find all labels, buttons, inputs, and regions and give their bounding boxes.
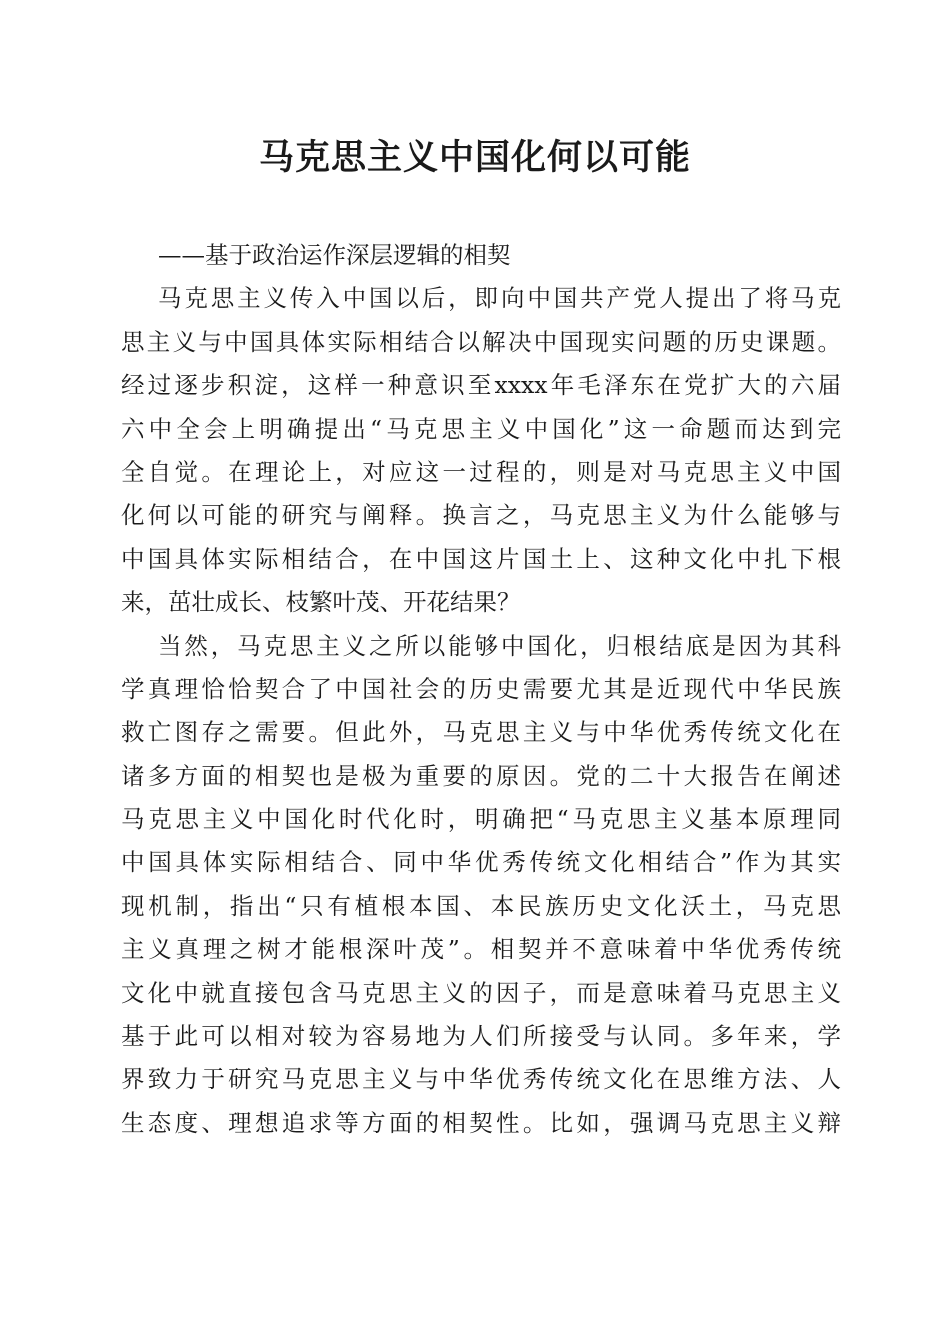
paragraph xyxy=(121,277,841,624)
text-line: 六中全会上明确提出“马克思主义中国化”这一命题而达到完 xyxy=(121,414,841,443)
text-line: 现机制，指出“只有植根本国、本民族历史文化沃土，马克思 xyxy=(121,891,841,920)
text-line: 中国具体实际相结合，在中国这片国土上、这种文化中扎下根 xyxy=(121,544,841,573)
text-line: 当然，马克思主义之所以能够中国化，归根结底是因为其科 xyxy=(158,631,841,660)
text-line: 经过逐步积淀，这样一种意识至xxxx年毛泽东在党扩大的六届 xyxy=(121,371,841,400)
text-line: 中国具体实际相结合、同中华优秀传统文化相结合”作为其实 xyxy=(121,848,841,877)
text-line: 马克思主义传入中国以后，即向中国共产党人提出了将马克 xyxy=(158,284,841,313)
text-line: 马克思主义中国化时代化时，明确把“马克思主义基本原理同 xyxy=(121,805,841,834)
text-line: 全自觉。在理论上，对应这一过程的，则是对马克思主义中国 xyxy=(121,457,841,486)
text-line: 生态度、理想追求等方面的相契性。比如，强调马克思主义辩 xyxy=(121,1108,841,1137)
text-line: 学真理恰恰契合了中国社会的历史需要尤其是近现代中华民族 xyxy=(121,674,841,703)
text-line: 诸多方面的相契也是极为重要的原因。党的二十大报告在阐述 xyxy=(121,761,841,790)
text-line: 来，茁壮成长、枝繁叶茂、开花结果？ xyxy=(121,588,521,617)
document-subtitle: ——基于政治运作深层逻辑的相契 xyxy=(158,241,511,269)
text-line: 思主义与中国具体实际相结合以解决中国现实问题的历史课题。 xyxy=(121,327,841,356)
text-line: 基于此可以相对较为容易地为人们所接受与认同。多年来，学 xyxy=(121,1022,841,1051)
document-title: 马克思主义中国化何以可能 xyxy=(258,137,691,178)
text-line: 救亡图存之需要。但此外，马克思主义与中华优秀传统文化在 xyxy=(121,718,841,747)
text-line: 文化中就直接包含马克思主义的因子，而是意味着马克思主义 xyxy=(121,978,841,1007)
text-line: 界致力于研究马克思主义与中华优秀传统文化在思维方法、人 xyxy=(121,1065,841,1094)
paragraph xyxy=(121,625,841,1146)
document-body xyxy=(121,234,841,1145)
text-line: 化何以可能的研究与阐释。换言之，马克思主义为什么能够与 xyxy=(121,501,841,530)
text-line: 主义真理之树才能根深叶茂”。相契并不意味着中华优秀传统 xyxy=(121,935,841,964)
